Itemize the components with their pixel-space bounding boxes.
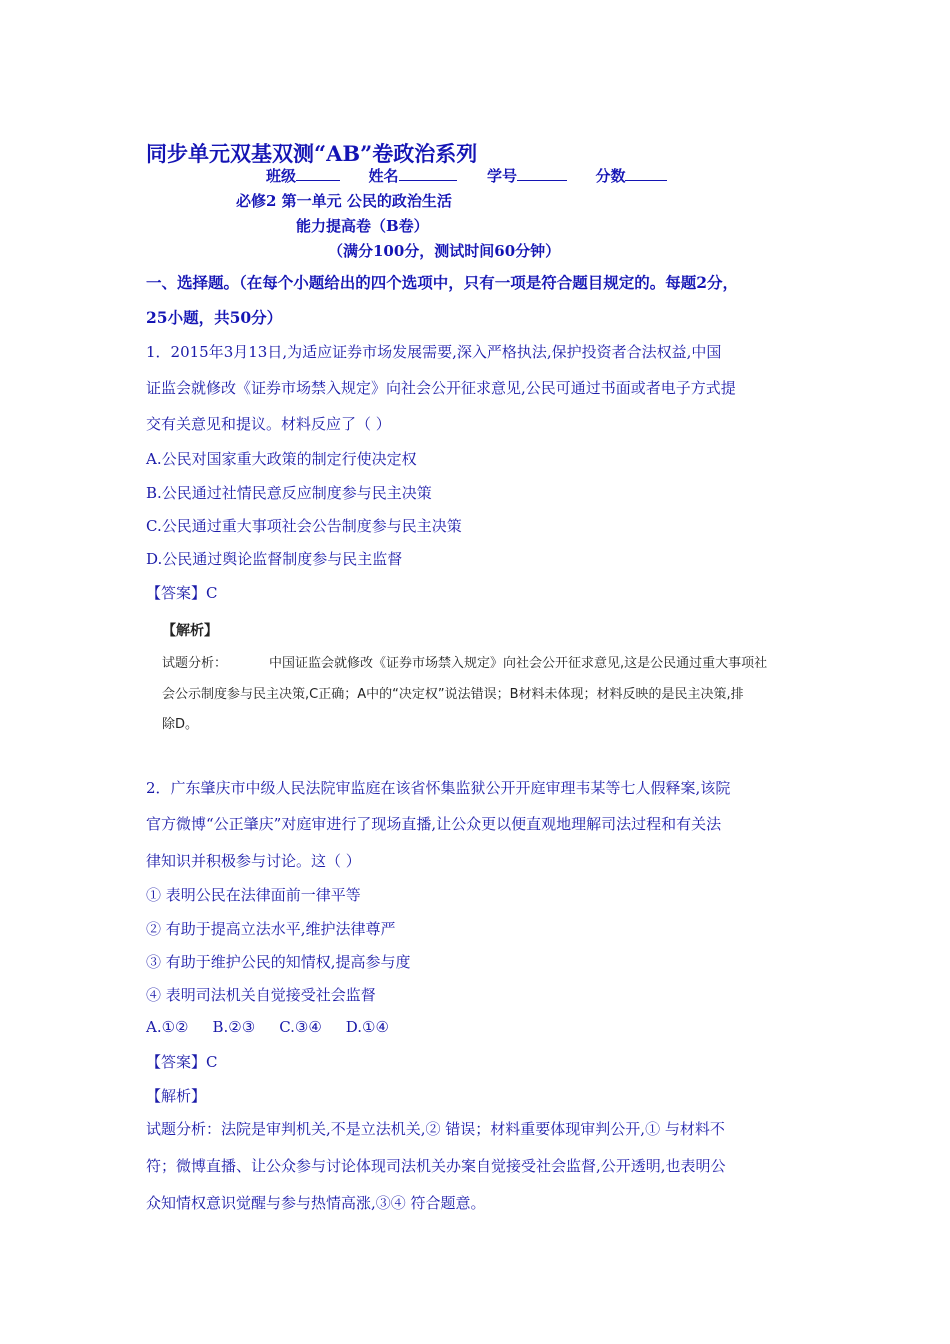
volume-title: 能力提高卷（B卷） [296, 217, 429, 235]
id-label: 学号 [486, 167, 517, 185]
q1-stem-line1: 1．2015年3月13日,为适应证券市场发展需要,深入严格执法,保护投资者合法权益,中国 [146, 343, 722, 361]
course-title: 必修2 第一单元 公民的政治生活 [236, 192, 452, 210]
q2-choice-d: D.①④ [345, 1018, 389, 1036]
q2-analysis-line2: 符；微博直播、让公众参与讨论体现司法机关办案自觉接受社会监督,公开透明,也表明公 [146, 1157, 726, 1175]
q1-option-b: B.公民通过社情民意反应制度参与民主决策 [146, 484, 432, 502]
q2-answer: 【答案】C [146, 1053, 218, 1071]
q1-analysis-label: 【解析】 [162, 623, 218, 639]
q2-item-3: ③ 有助于维护公民的知情权,提高参与度 [146, 953, 411, 971]
q2-stem-line2: 官方微博“公正肇庆”对庭审进行了现场直播,让公众更以便直观地理解司法过程和有关法 [146, 815, 722, 833]
id-blank[interactable] [517, 166, 567, 181]
q1-option-d: D.公民通过舆论监督制度参与民主监督 [146, 550, 403, 568]
q2-choice-a: A.①② [146, 1018, 189, 1036]
series-title: 同步单元双基双测“AB”卷政治系列 [146, 141, 478, 166]
q1-analysis-text1: 中国证监会就修改《证券市场禁入规定》向社会公开征求意见,这是公民通过重大事项社 [269, 656, 768, 671]
q1-option-c: C.公民通过重大事项社会公告制度参与民主决策 [146, 517, 462, 535]
class-blank[interactable] [296, 166, 340, 181]
q1-answer: 【答案】C [146, 584, 218, 602]
section-title-line2: 25小题，共50分） [146, 308, 283, 327]
score-label: 分数 [595, 167, 626, 185]
q2-item-2: ② 有助于提高立法水平,维护法律尊严 [146, 920, 396, 938]
name-label: 姓名 [368, 167, 399, 185]
q2-item-1: ① 表明公民在法律面前一律平等 [146, 886, 361, 904]
q1-analysis-line2: 会公示制度参与民主决策,C正确；A中的“决定权”说法错误；B材料未体现；材料反映的是民主决策,排 [162, 687, 744, 702]
q1-analysis-line3: 除D。 [162, 717, 199, 732]
q2-stem-line1: 2．广东肇庆市中级人民法院审监庭在该省怀集监狱公开开庭审理韦某等七人假释案,该院 [146, 779, 731, 797]
section-title-line1: 一、选择题。（在每个小题给出的四个选项中，只有一项是符合题目规定的。每题2分， [146, 273, 739, 292]
time-note: （满分100分，测试时间60分钟） [328, 242, 561, 260]
q1-stem-line2: 证监会就修改《证券市场禁入规定》向社会公开征求意见,公民可通过书面或者电子方式提 [146, 379, 736, 397]
q2-analysis-line1: 试题分析：法院是审判机关,不是立法机关,② 错误；材料重要体现审判公开,① 与材料不 [146, 1120, 725, 1138]
q1-stem-line3: 交有关意见和提议。材料反应了（ ） [146, 415, 391, 433]
q1-option-a: A.公民对国家重大政策的制定行使决定权 [146, 450, 417, 468]
student-info-line [266, 165, 667, 186]
score-blank[interactable] [625, 166, 667, 181]
q2-choice-c: C.③④ [279, 1018, 322, 1036]
q2-analysis-line3: 众知情权意识觉醒与参与热情高涨,③④ 符合题意。 [146, 1194, 486, 1212]
q1-analysis-prefix: 试题分析： [162, 656, 228, 671]
class-label: 班级 [266, 167, 297, 185]
q1-analysis-line1 [162, 652, 767, 671]
name-blank[interactable] [399, 166, 457, 181]
q2-analysis-label: 【解析】 [146, 1087, 207, 1105]
q2-choices [146, 1018, 389, 1036]
q2-stem-line3: 律知识并积极参与讨论。这（ ） [146, 852, 361, 870]
q2-choice-b: B.②③ [212, 1018, 256, 1036]
q2-item-4: ④ 表明司法机关自觉接受社会监督 [146, 986, 376, 1004]
